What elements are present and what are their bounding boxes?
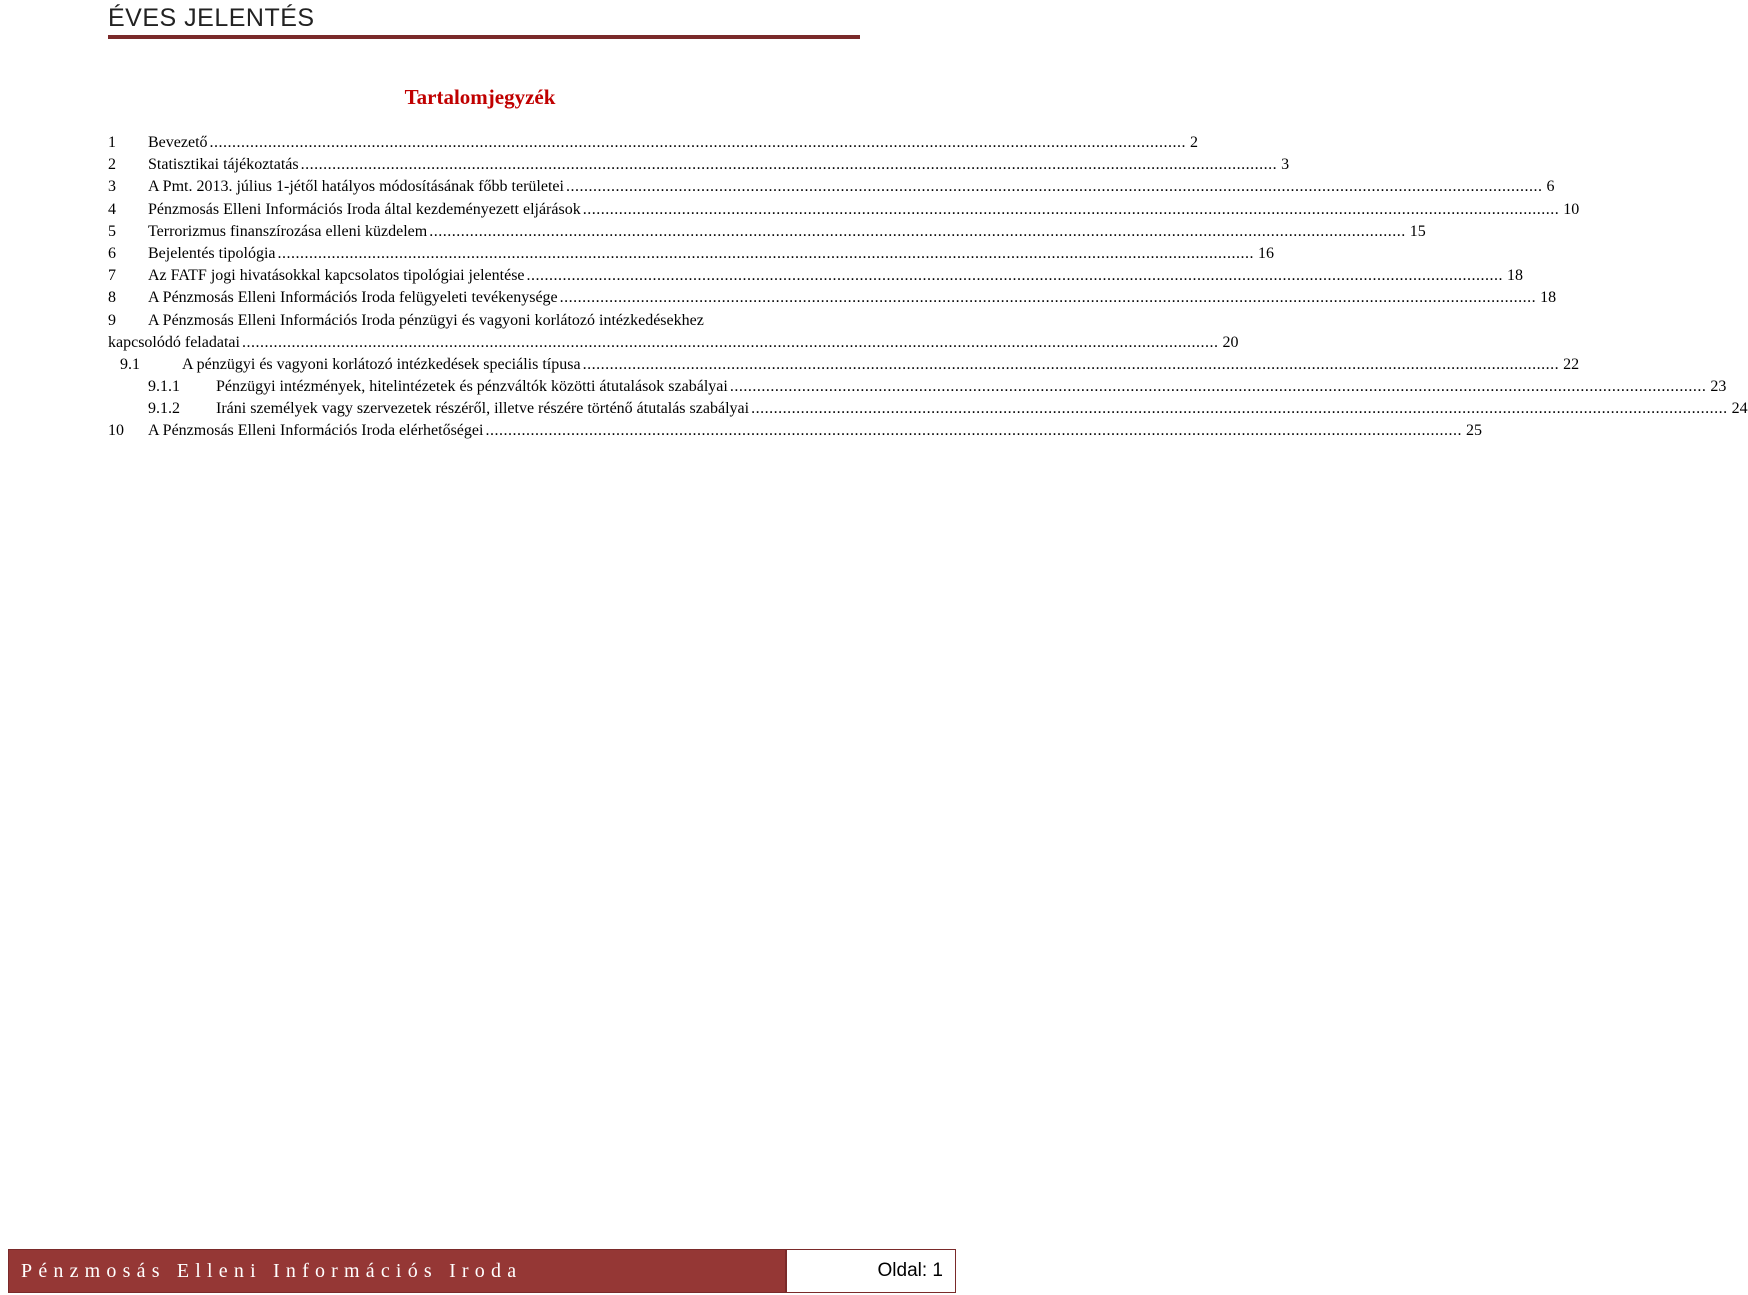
- toc-entry-text: Bevezető: [148, 132, 210, 154]
- page-header: [108, 0, 860, 34]
- toc-entry-page: 20: [1218, 332, 1238, 354]
- footer-organization: Pénzmosás Elleni Információs Iroda: [9, 1250, 785, 1292]
- toc-entry-text: Pénzügyi intézmények, hitelintézetek és pénzváltók közötti átutalások szabályai: [216, 376, 730, 398]
- toc-entry-7[interactable]: [108, 265, 1524, 287]
- table-of-contents: [108, 132, 1748, 443]
- toc-entry-text: A Pénzmosás Elleni Információs Iroda felügyeleti tevékenysége: [148, 287, 560, 309]
- toc-leader: .........................................................................................................................................................................................................................: [300, 156, 1278, 174]
- toc-leader: .........................................................................................................................................................................................................................: [751, 400, 1728, 418]
- toc-entry-number: 1: [108, 134, 116, 151]
- toc-entry-3[interactable]: [108, 176, 1555, 198]
- toc-entry-number: 6: [108, 244, 116, 262]
- toc-entry-number: 7: [108, 267, 116, 285]
- toc-entry-page: 10: [1559, 199, 1579, 221]
- toc-entry-text: Bejelentés tipológia: [148, 243, 278, 265]
- toc-leader: .........................................................................................................................................................................................................................: [565, 178, 1543, 196]
- toc-entry-5[interactable]: [108, 221, 1426, 243]
- toc-entry-page: 23: [1706, 376, 1726, 398]
- toc-entry-4[interactable]: [108, 199, 1580, 221]
- toc-entry-10[interactable]: [108, 420, 1482, 442]
- toc-leader: .........................................................................................................................................................................................................................: [241, 333, 1219, 351]
- toc-entry-number: 2: [108, 156, 116, 174]
- toc-entry-number: 9.1: [120, 355, 140, 373]
- toc-entry-8[interactable]: [108, 287, 1557, 309]
- toc-entry-page: 18: [1536, 287, 1556, 309]
- toc-entry-page: 2: [1186, 132, 1198, 154]
- toc-leader: .........................................................................................................................................................................................................................: [277, 244, 1255, 262]
- toc-entry-text: Iráni személyek vagy szervezetek részéről, illetve részére történő átutalás szabályai: [216, 398, 751, 420]
- toc-entry-number: 3: [108, 178, 116, 196]
- toc-leader: .........................................................................................................................................................................................................................: [582, 355, 1560, 373]
- toc-leader: .........................................................................................................................................................................................................................: [429, 222, 1406, 240]
- toc-leader: .........................................................................................................................................................................................................................: [485, 422, 1462, 440]
- toc-entry-number: 10: [108, 422, 124, 440]
- page-footer: [8, 1249, 956, 1293]
- toc-entry-text: Az FATF jogi hivatásokkal kapcsolatos tipológiai jelentése: [148, 265, 527, 287]
- toc-entry-9-1-1[interactable]: [108, 376, 1727, 398]
- toc-entry-text: A Pénzmosás Elleni Információs Iroda pénzügyi és vagyoni korlátozó intézkedésekhez: [148, 310, 706, 332]
- toc-entry-1[interactable]: [108, 132, 1199, 154]
- toc-entry-page: 24: [1728, 398, 1748, 420]
- toc-entry-number: 9.1.1: [148, 378, 180, 396]
- toc-entry-page: 3: [1277, 154, 1289, 176]
- toc-leader: .........................................................................................................................................................................................................................: [729, 378, 1707, 396]
- toc-entry-number: 9: [108, 311, 116, 329]
- toc-entry-6[interactable]: [108, 243, 1275, 265]
- toc-entry-page: 15: [1406, 221, 1426, 243]
- toc-title: Tartalomjegyzék: [404, 85, 556, 109]
- toc-entry-text: Terrorizmus finanszírozása elleni küzdelem: [148, 221, 429, 243]
- toc-leader: .........................................................................................................................................................................................................................: [559, 289, 1537, 307]
- toc-leader: .........................................................................................................................................................................................................................: [582, 200, 1560, 218]
- toc-entry-9-1-2[interactable]: [108, 398, 1748, 420]
- toc-entry-page: 25: [1462, 420, 1482, 442]
- toc-entry-number: 5: [108, 222, 116, 240]
- toc-entry-9-1[interactable]: [108, 354, 1580, 376]
- header-rule: [108, 35, 860, 39]
- toc-entry-text: A pénzügyi és vagyoni korlátozó intézkedések speciális típusa: [182, 354, 583, 376]
- toc-entry-number: 9.1.2: [148, 400, 180, 418]
- header-title: ÉVES JELENTÉS: [108, 4, 315, 32]
- toc-entry-text: A Pénzmosás Elleni Információs Iroda elérhetőségei: [148, 420, 485, 442]
- toc-entry-text: Pénzmosás Elleni Információs Iroda által kezdeményezett eljárások: [148, 199, 583, 221]
- toc-entry-9[interactable]: [108, 310, 856, 332]
- toc-leader: .........................................................................................................................................................................................................................: [209, 134, 1187, 151]
- toc-entry-text-continued: kapcsolódó feladatai: [108, 332, 242, 354]
- toc-entry-page: 18: [1503, 265, 1523, 287]
- toc-entry-9-continued[interactable]: [108, 332, 1239, 354]
- footer-page-number: Oldal: 1: [785, 1250, 955, 1292]
- toc-leader: .........................................................................................................................................................................................................................: [526, 267, 1504, 285]
- toc-entry-text: A Pmt. 2013. július 1-jétől hatályos módosításának főbb területei: [148, 176, 566, 198]
- toc-entry-text: Statisztikai tájékoztatás: [148, 154, 301, 176]
- toc-entry-page: 22: [1559, 354, 1579, 376]
- toc-entry-number: 4: [108, 200, 116, 218]
- toc-entry-page: 6: [1542, 176, 1554, 198]
- toc-entry-page: 16: [1254, 243, 1274, 265]
- toc-entry-number: 8: [108, 289, 116, 307]
- toc-entry-2[interactable]: [108, 154, 1290, 176]
